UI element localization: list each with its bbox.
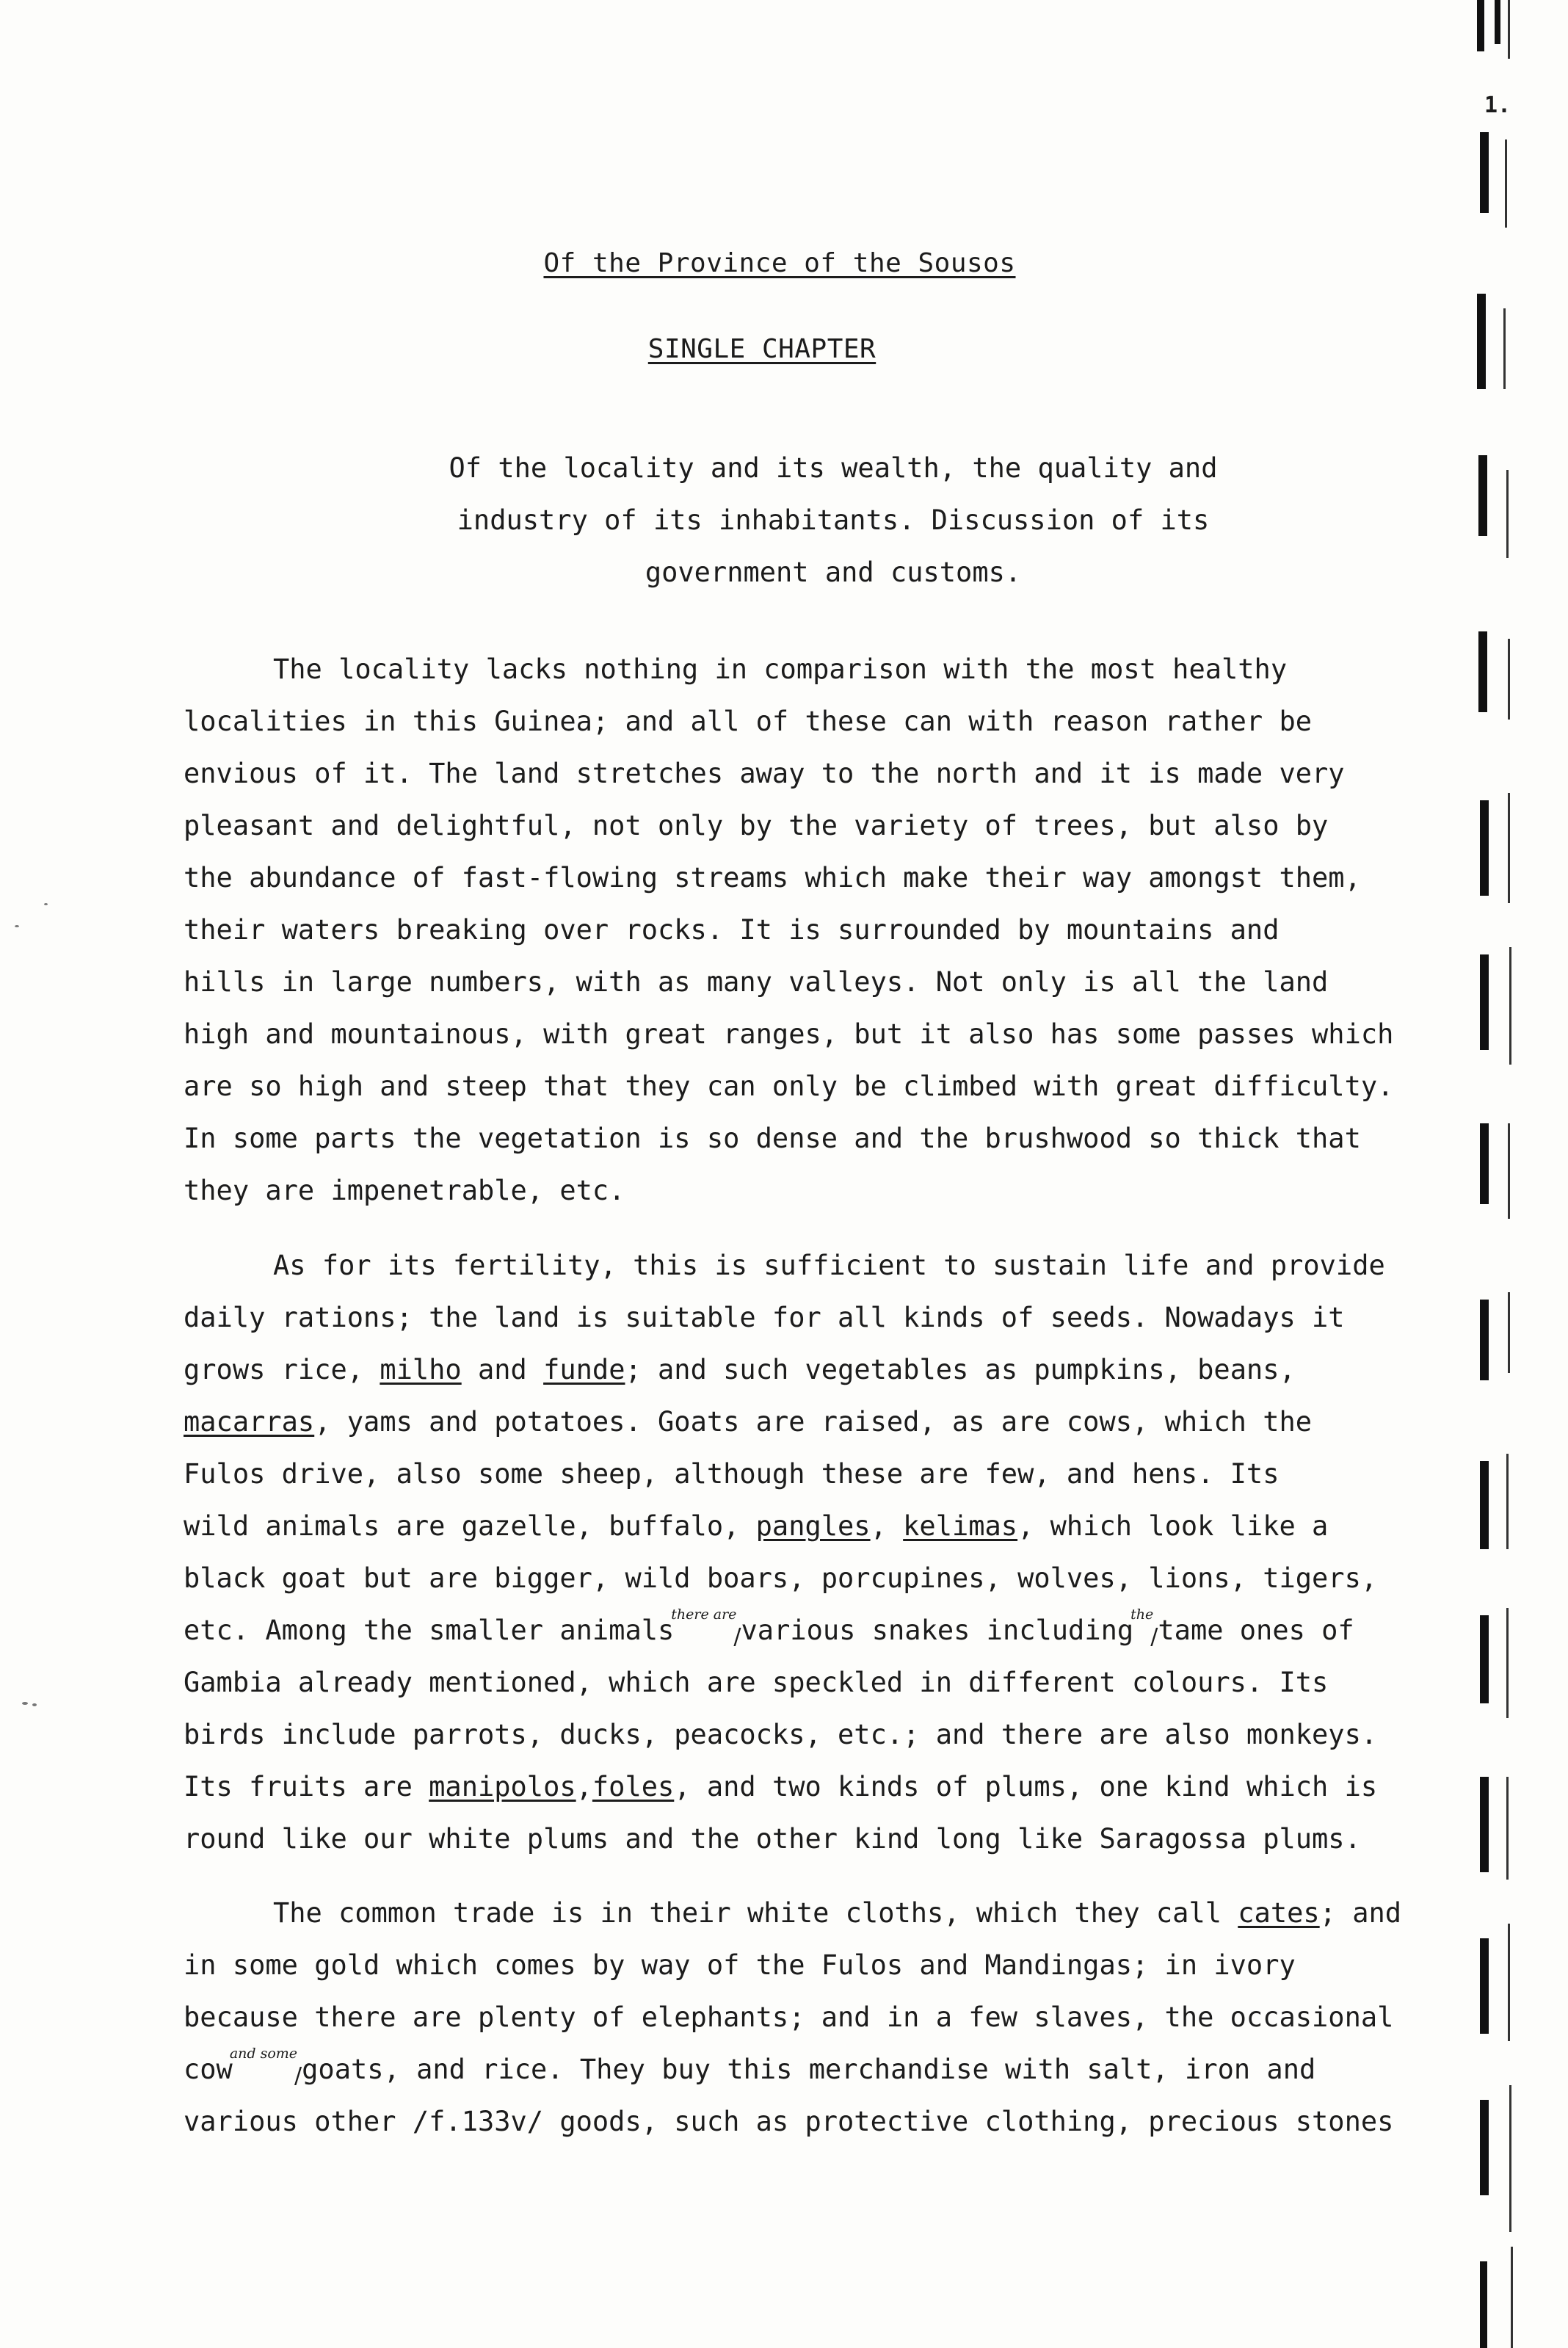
text-line: hills in large numbers, with as many valleys. Not only is all the land bbox=[184, 966, 1329, 998]
text-line: The locality lacks nothing in comparison with the most healthy bbox=[273, 653, 1288, 685]
handwritten-insertion: and some bbox=[229, 2046, 298, 2062]
text-line: are so high and steep that they can only be climbed with great difficulty. bbox=[184, 1070, 1394, 1102]
chapter-heading: SINGLE CHAPTER bbox=[647, 334, 876, 364]
text-line: envious of it. The land stretches away to the north and it is made very bbox=[184, 758, 1345, 789]
text-line: in some gold which comes by way of the Fulos and Mandingas; in ivory bbox=[184, 1949, 1296, 1981]
paper-speck bbox=[32, 1703, 37, 1706]
term-manipolos: manipolos bbox=[429, 1771, 576, 1802]
text-line: daily rations; the land is suitable for all kinds of seeds. Nowadays it bbox=[184, 1302, 1345, 1333]
page-number: 1. bbox=[1484, 93, 1511, 118]
paper-speck bbox=[22, 1702, 28, 1705]
text-line: Its fruits are manipolos,foles, and two kinds of plums, one kind which is bbox=[184, 1771, 1378, 1802]
text-line: wild animals are gazelle, buffalo, pangles, kelimas, which look like a bbox=[184, 1510, 1329, 1542]
insertion-caret-icon: / bbox=[733, 1624, 741, 1650]
paragraph-fertility bbox=[184, 1239, 1490, 1865]
paragraph-trade bbox=[184, 1887, 1490, 2148]
binding-marks bbox=[1474, 0, 1568, 2348]
term-kelimas: kelimas bbox=[903, 1510, 1018, 1542]
handwritten-insertion: the bbox=[1130, 1606, 1154, 1623]
text-line: etc. Among the smaller animals$^{there are}$/various snakes including$^{the}$/tame ones of bbox=[184, 1606, 1354, 1650]
term-pangles: pangles bbox=[755, 1510, 871, 1542]
text-line: high and mountainous, with great ranges, but it also has some passes which bbox=[184, 1018, 1394, 1050]
term-cates: cates bbox=[1238, 1897, 1320, 1929]
text-line: various other /f.133v/ goods, such as protective clothing, precious stones bbox=[184, 2106, 1394, 2137]
summary-line: government and customs. bbox=[645, 557, 1022, 588]
paper-speck bbox=[44, 903, 48, 905]
paper-speck bbox=[15, 925, 19, 927]
section-title: Of the Province of the Sousos bbox=[543, 248, 1016, 278]
text-line: the abundance of fast-flowing streams which make their way amongst them, bbox=[184, 862, 1361, 894]
text-line: macarras, yams and potatoes. Goats are raised, as are cows, which the bbox=[184, 1406, 1313, 1438]
text-line: their waters breaking over rocks. It is surrounded by mountains and bbox=[184, 914, 1280, 946]
summary-line: industry of its inhabitants. Discussion of its bbox=[457, 504, 1210, 536]
text-line: grows rice, milho and funde; and such vegetables as pumpkins, beans, bbox=[184, 1354, 1296, 1385]
term-macarras: macarras bbox=[184, 1406, 315, 1438]
paragraph-locality bbox=[184, 643, 1490, 1217]
text-line: round like our white plums and the other kind long like Saragossa plums. bbox=[184, 1823, 1361, 1855]
text-line: Gambia already mentioned, which are speckled in different colours. Its bbox=[184, 1667, 1329, 1698]
term-funde: funde bbox=[543, 1354, 625, 1385]
text-line: In some parts the vegetation is so dense and the brushwood so thick that bbox=[184, 1123, 1361, 1154]
text-line: pleasant and delightful, not only by the variety of trees, but also by bbox=[184, 810, 1329, 841]
text-line: they are impenetrable, etc. bbox=[184, 1175, 625, 1206]
text-line: As for its fertility, this is sufficient to sustain life and provide bbox=[273, 1250, 1385, 1281]
handwritten-insertion: there are bbox=[671, 1606, 737, 1623]
text-line: Fulos drive, also some sheep, although these are few, and hens. Its bbox=[184, 1458, 1280, 1490]
term-foles: foles bbox=[592, 1771, 675, 1802]
term-milho: milho bbox=[380, 1354, 462, 1385]
text-line: localities in this Guinea; and all of these can with reason rather be bbox=[184, 706, 1313, 737]
insertion-caret-icon: / bbox=[294, 2063, 302, 2089]
text-line: black goat but are bigger, wild boars, porcupines, wolves, lions, tigers, bbox=[184, 1562, 1378, 1594]
text-line: cow$^{and some}$/goats, and rice. They buy this merchandise with salt, iron and bbox=[184, 2046, 1316, 2089]
text-line: The common trade is in their white cloths, which they call cates; and bbox=[273, 1897, 1402, 1929]
summary-line: Of the locality and its wealth, the quality and bbox=[449, 452, 1218, 484]
insertion-caret-icon: / bbox=[1150, 1624, 1158, 1650]
text-line: birds include parrots, ducks, peacocks, etc.; and there are also monkeys. bbox=[184, 1719, 1378, 1750]
chapter-summary bbox=[411, 442, 1255, 598]
text-line: because there are plenty of elephants; and in a few slaves, the occasional bbox=[184, 2001, 1394, 2033]
